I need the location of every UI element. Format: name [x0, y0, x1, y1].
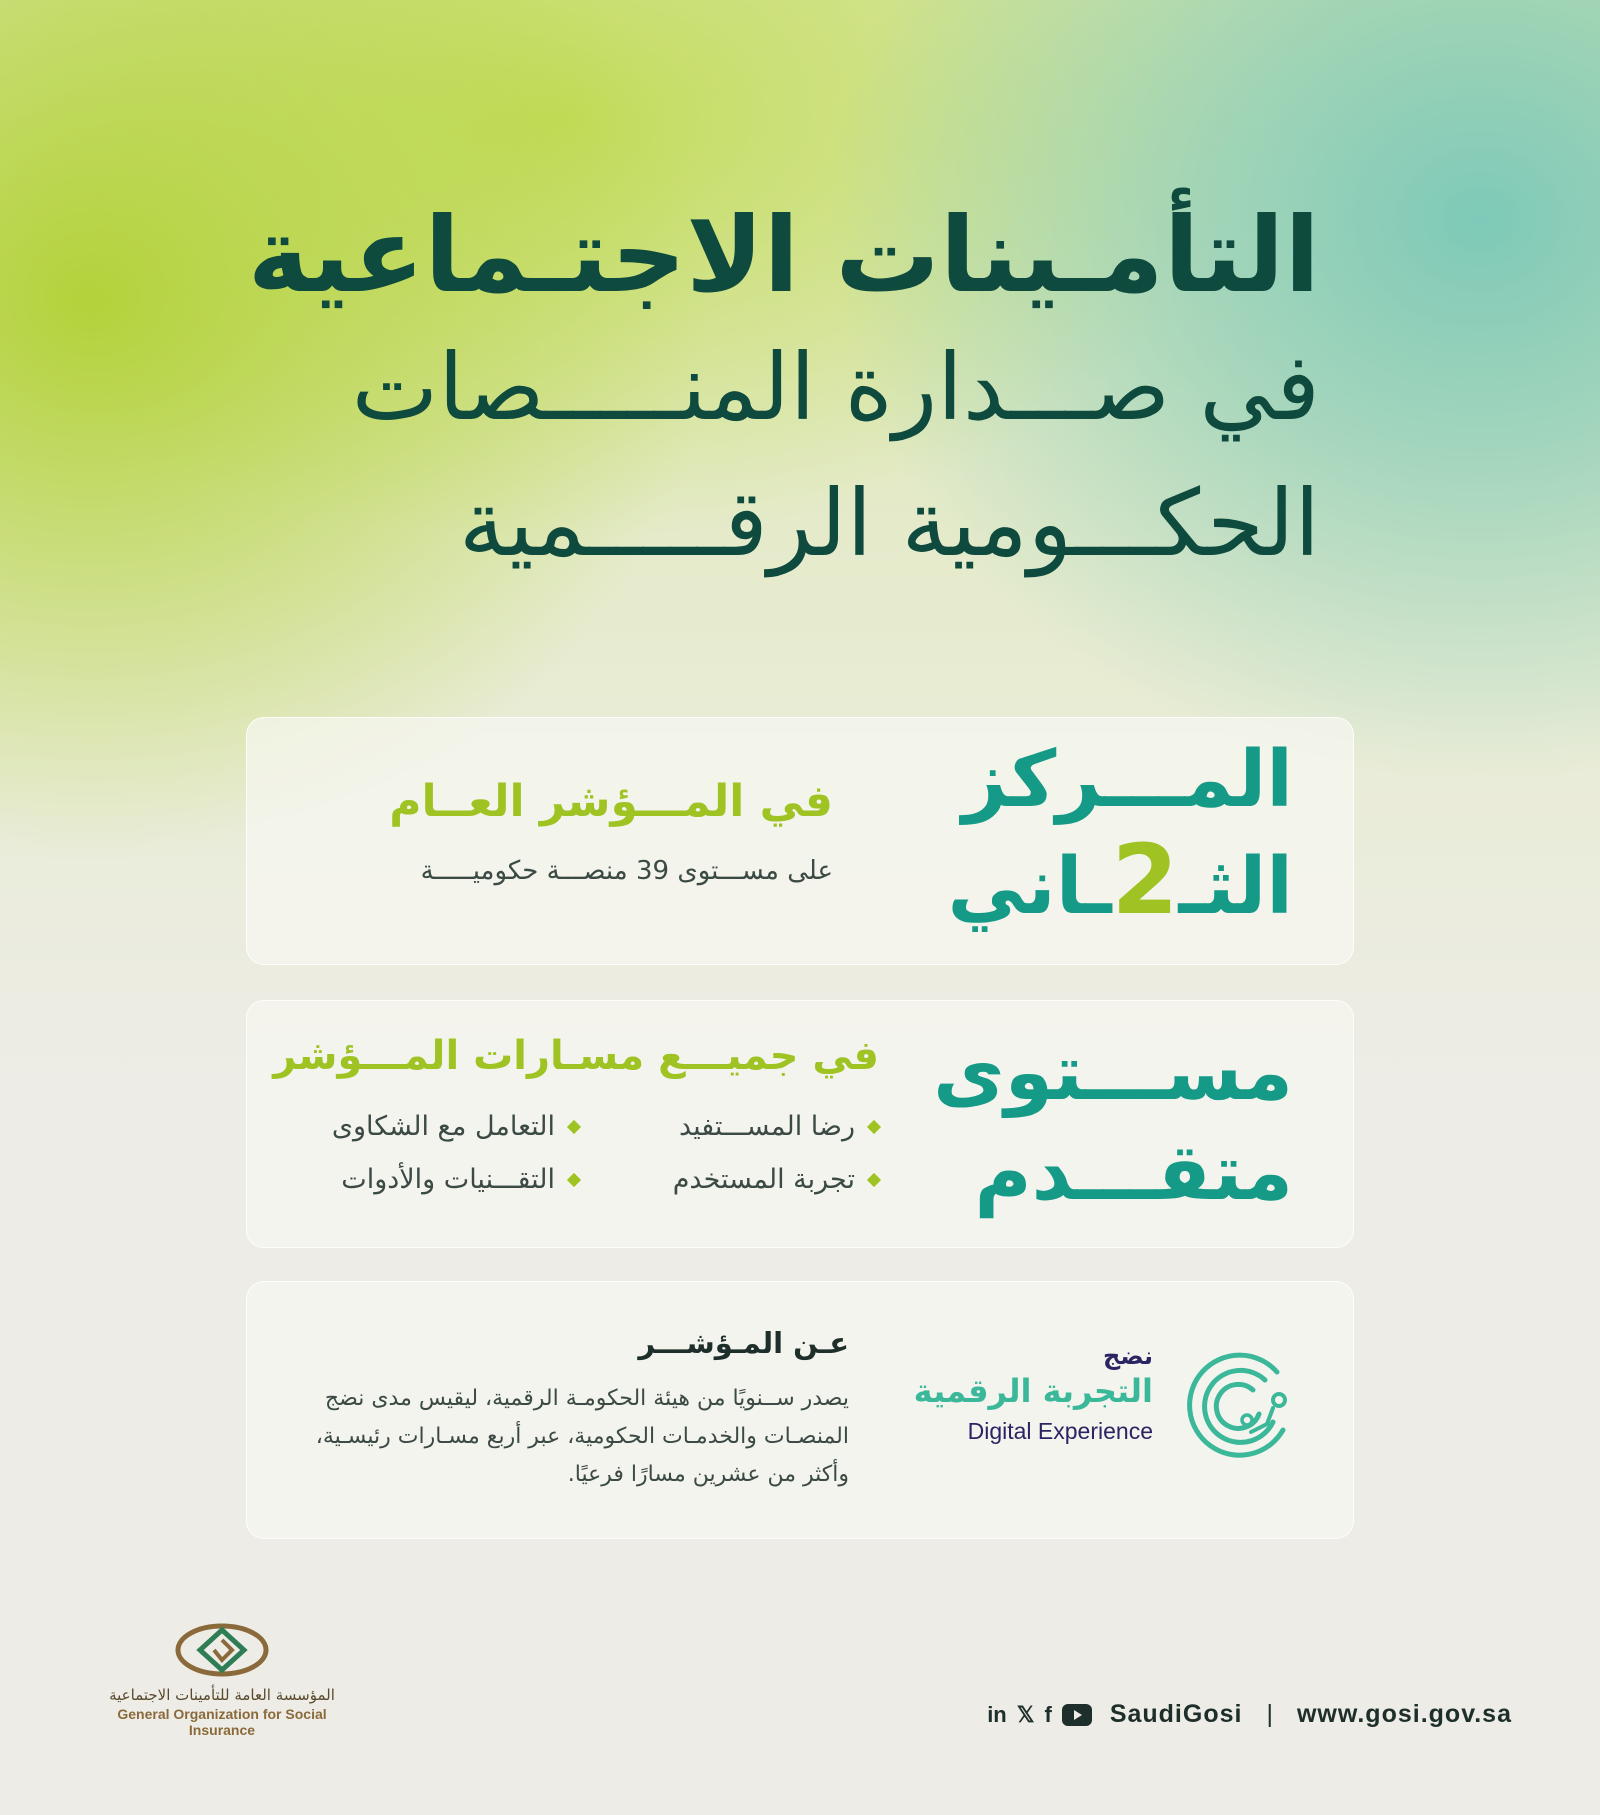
rank-label-line-1: المـــركز — [962, 735, 1293, 825]
facebook-icon[interactable]: f — [1044, 1701, 1052, 1727]
footer-bar — [987, 1700, 1512, 1729]
diamond-bullet-icon — [567, 1172, 581, 1186]
gosi-logo — [86, 1620, 358, 1738]
headline-line-1: التأمـينات الاجتـماعية — [247, 194, 1320, 316]
gosi-emblem-icon — [174, 1620, 270, 1680]
brand-line-3: Digital Experience — [967, 1418, 1153, 1444]
list-item-label: رضا المســـتفيد — [678, 1111, 855, 1142]
x-icon[interactable]: 𝕏 — [1016, 1701, 1035, 1727]
digital-experience-brand — [914, 1342, 1153, 1445]
level-card — [246, 1000, 1354, 1248]
list-item — [279, 1111, 579, 1142]
website-link[interactable]: www.gosi.gov.sa — [1296, 1700, 1512, 1728]
list-item — [579, 1164, 879, 1195]
level-label-line-1: مســـتوى — [933, 1028, 1293, 1118]
about-text: يصدر ســنويًا من هيئة الحكومـة الرقمية، ليقيس مدى نضج المنصـات والخدمـات الحكومية، عبر أربع مسـارات رئيسـية، وأكثر من عشرين مسارًا فرعيًا. — [315, 1386, 849, 1487]
rank-number: 2 — [1111, 824, 1179, 936]
headline-line-2: في صـــدارة المنـــــصات — [351, 334, 1320, 441]
youtube-icon[interactable] — [1062, 1704, 1092, 1726]
about-card — [246, 1281, 1354, 1539]
linkedin-icon[interactable]: in — [987, 1701, 1007, 1727]
list-item — [579, 1111, 879, 1142]
social-links — [987, 1702, 1092, 1728]
brand-line-2: التجربة الرقمية — [913, 1372, 1153, 1410]
brand-line-1: نضج — [1103, 1342, 1153, 1370]
rank-card — [246, 717, 1354, 965]
headline-line-3: الحكـــومية الرقـــــمية — [458, 470, 1320, 577]
digital-experience-icon — [1187, 1348, 1297, 1458]
level-label — [933, 1023, 1293, 1223]
rank-text: على مســـتوى 39 منصـــة حكوميـــــة — [420, 856, 833, 886]
gosi-name-english: General Organization for Social Insurance — [117, 1706, 327, 1738]
rank-subtitle: في المـــؤشر العــام — [389, 776, 833, 827]
level-label-line-2: متقـــدم — [974, 1128, 1293, 1218]
about-title: عـن المـؤشـــر — [638, 1326, 849, 1360]
rank-label — [948, 730, 1293, 937]
diamond-bullet-icon — [867, 1172, 881, 1186]
level-bullets — [279, 1111, 879, 1195]
list-item-label: التقـــنيات والأدوات — [341, 1164, 555, 1195]
rank-label-prefix: الثـ — [1178, 842, 1293, 932]
list-item-label: تجربة المستخدم — [672, 1164, 855, 1195]
footer-separator: | — [1266, 1700, 1273, 1728]
rank-label-suffix: ـاني — [947, 842, 1112, 932]
diamond-bullet-icon — [567, 1119, 581, 1133]
level-subtitle: في جميـــع مسـارات المـــؤشر — [273, 1033, 879, 1079]
gosi-name-arabic: المؤسسة العامة للتأمينات الاجتماعية — [109, 1686, 335, 1704]
list-item — [279, 1164, 579, 1195]
rank-label-line-2 — [947, 824, 1293, 937]
headline — [220, 190, 1320, 592]
diamond-bullet-icon — [867, 1119, 881, 1133]
social-handle[interactable]: SaudiGosi — [1109, 1700, 1243, 1728]
list-item-label: التعامل مع الشكاوى — [331, 1111, 555, 1142]
